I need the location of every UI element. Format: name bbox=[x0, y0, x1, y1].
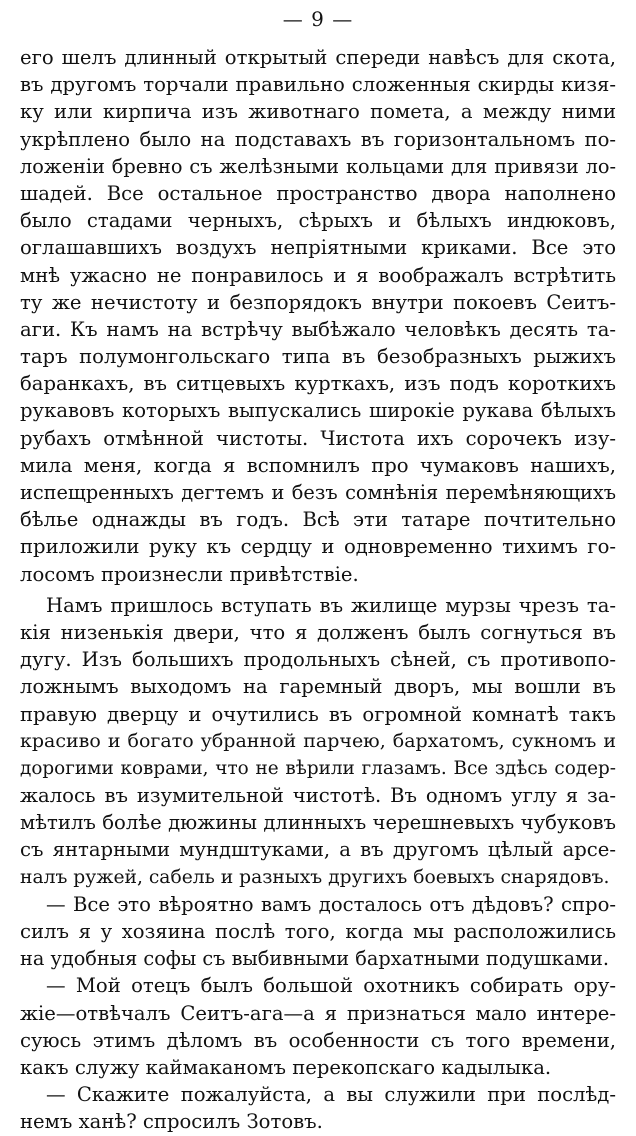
text-line: бѣлье однажды въ годъ. Всѣ эти татаре почтительно bbox=[20, 508, 616, 532]
text-line: дугу. Изъ большихъ продольныхъ сѣней, съ противопо- bbox=[20, 648, 616, 672]
text-line: приложили руку къ сердцу и одновременно тихимъ го- bbox=[20, 535, 616, 559]
text-line: шадей. Все остальное пространство двора наполнено bbox=[20, 181, 616, 205]
text-line: аги. Къ намъ на встрѣчу выбѣжало человѣкъ десять та- bbox=[20, 317, 616, 341]
text-line: въ другомъ торчали правильно сложенныя скирды кизя- bbox=[20, 73, 616, 97]
text-line: ту же нечистоту и безпорядокъ внутри покоевъ Сеитъ- bbox=[20, 290, 616, 314]
text-line: — Скажите пожалуйста, а вы служили при послѣд- bbox=[46, 1083, 616, 1107]
text-line: оглашавшихъ воздухъ непрiятными криками. Все это bbox=[20, 236, 616, 260]
text-line: суюсь этимъ дѣломъ въ особенности съ того времени, bbox=[20, 1028, 616, 1052]
text-line: ложнымъ выходомъ на гаремный дворъ, мы вошли въ bbox=[20, 675, 616, 699]
text-line: съ янтарными мундштуками, а въ другомъ цѣлый арсе- bbox=[20, 838, 616, 862]
text-line: таръ полумонгольскаго типа въ безобразныхъ рыжихъ bbox=[20, 345, 616, 369]
text-line: его шелъ длинный открытый спереди навѣсъ для скота, bbox=[20, 46, 616, 69]
text-line: силъ я у хозяина послѣ того, когда мы расположились bbox=[20, 920, 616, 943]
text-line: кiя низенькiя двери, что я долженъ былъ согнуться въ bbox=[20, 620, 616, 644]
text-line: жiе—отвѣчалъ Сеитъ-ага—а я признаться мало интере- bbox=[20, 1001, 616, 1025]
text-line: рубахъ отмѣнной чистоты. Чистота ихъ сорочекъ изу- bbox=[20, 426, 616, 450]
text-line: красиво и богато убранной парчею, бархатомъ, сукномъ и bbox=[20, 729, 616, 752]
text-line: — Мой отецъ былъ большой охотникъ собирать ору- bbox=[46, 974, 616, 998]
text-line: ку или кирпича изъ животнаго помета, а между ними bbox=[20, 100, 616, 124]
text-line: укрѣплено было на подставахъ въ горизонтальномъ по- bbox=[20, 127, 616, 151]
page-number: — 9 — bbox=[282, 7, 354, 31]
text-line: было стадами черныхъ, сѣрыхъ и бѣлыхъ индюковъ, bbox=[20, 209, 616, 233]
text-line: лосомъ произнесли привѣтствiе. bbox=[20, 562, 359, 586]
body-text bbox=[20, 44, 616, 1136]
text-line: правую дверцу и очутились въ огромной комнатѣ такъ bbox=[20, 702, 616, 726]
text-line: на удобныя софы съ выбивными бархатными подушками. bbox=[20, 947, 610, 971]
text-line: мѣтилъ болѣе дюжины длинныхъ черешневыхъ чубуковъ bbox=[20, 811, 616, 835]
text-line: испещренныхъ дегтемъ и безъ сомнѣнiя перемѣняющихъ bbox=[20, 481, 616, 504]
text-line: мнѣ ужасно не понравилось и я воображалъ встрѣтить bbox=[20, 263, 616, 287]
text-line: налъ ружей, сабель и разныхъ другихъ боевыхъ снарядовъ. bbox=[20, 866, 610, 888]
text-line: рукавовъ которыхъ выпускались широкiе рукава бѣлыхъ bbox=[20, 399, 616, 423]
text-line: мила меня, когда я вспомнилъ про чумаковъ нашихъ, bbox=[20, 453, 616, 477]
text-line: дорогими коврами, что не вѣрили глазамъ. Все здѣсь содер- bbox=[20, 757, 616, 779]
text-line: Намъ пришлось вступать въ жилище мурзы чрезъ та- bbox=[46, 593, 616, 617]
text-line: — Все это вѣроятно вамъ досталось отъ дѣдовъ? спро- bbox=[46, 892, 616, 916]
text-line: какъ служу каймаканомъ перекопскаго кадылыка. bbox=[20, 1055, 552, 1079]
text-line: баранкахъ, въ ситцевыхъ курткахъ, изъ подъ короткихъ bbox=[20, 372, 616, 396]
text-line: ложенiи бревно съ желѣзными кольцами для привязи ло- bbox=[20, 154, 616, 178]
text-line: немъ ханѣ? спросилъ Зотовъ. bbox=[20, 1110, 323, 1134]
text-line: жалось въ изумительной чистотѣ. Въ одномъ углу я за- bbox=[20, 784, 616, 808]
